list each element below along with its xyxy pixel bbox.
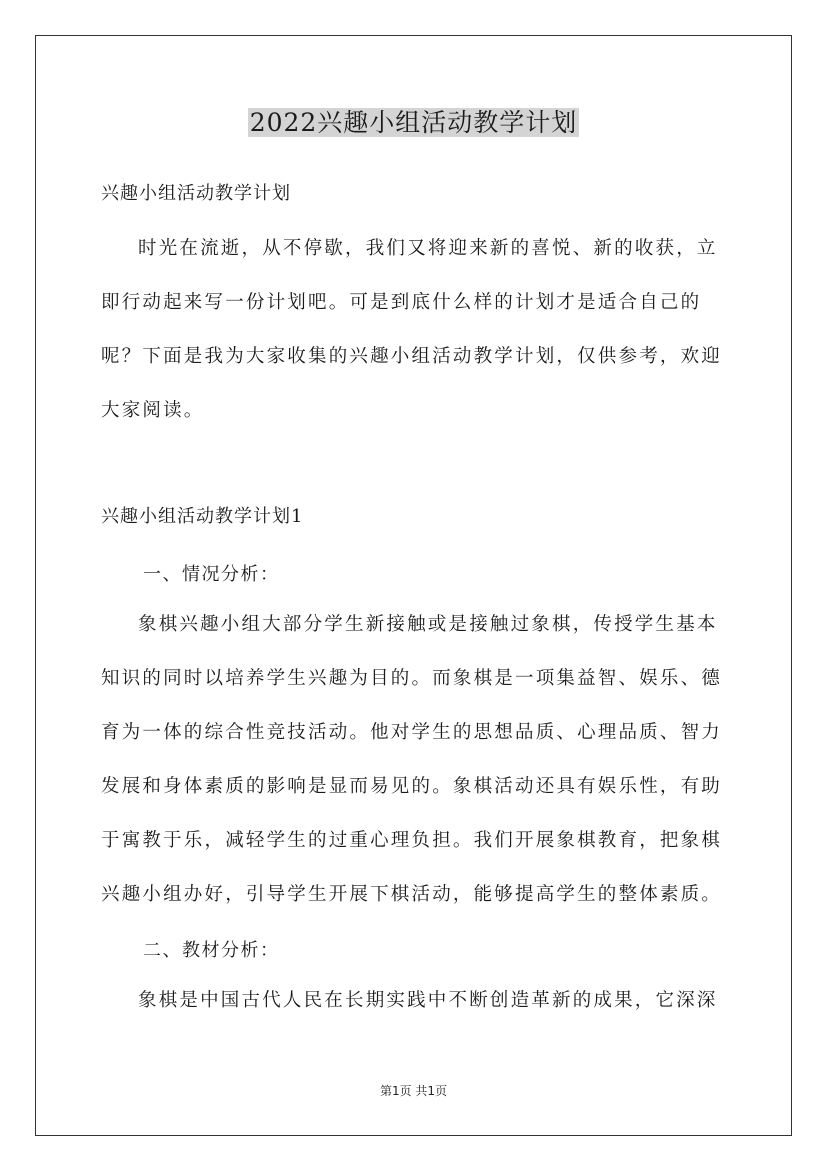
intro-paragraph: 时光在流逝，从不停歇，我们又将迎来新的喜悦、新的收获，立即行动起来写一份计划吧。可是到底什么样的计划才是适合自己的呢？下面是我为大家收集的兴趣小组活动教学计划，仅供参考，欢迎大家阅读。 <box>101 238 723 421</box>
document-title <box>0 103 827 143</box>
situation-analysis-paragraph: 象棋兴趣小组大部分学生新接触或是接触过象棋，传授学生基本知识的同时以培养学生兴趣为目的。而象棋是一项集益智、娱乐、德育为一体的综合性竞技活动。他对学生的思想品质、心理品质、智力发展和身体素质的影响是显而易见的。象棋活动还具有娱乐性，有助于寓教于乐，减轻学生的过重心理负担。我们开展象棋教育，把象棋兴趣小组办好，引导学生开展下棋活动，能够提高学生的整体素质。 <box>101 614 723 905</box>
document-subtitle: 兴趣小组活动教学计划 <box>101 183 291 204</box>
heading-situation-analysis: 一、情况分析： <box>143 564 280 585</box>
section-title: 兴趣小组活动教学计划1 <box>101 506 304 527</box>
document-title-text: 2022兴趣小组活动教学计划 <box>249 108 578 137</box>
heading-material-analysis: 二、教材分析： <box>143 940 280 961</box>
page-footer: 第1页 共1页 <box>379 1084 448 1098</box>
material-analysis-paragraph: 象棋是中国古代人民在长期实践中不断创造革新的成果，它深深 <box>138 990 718 1011</box>
